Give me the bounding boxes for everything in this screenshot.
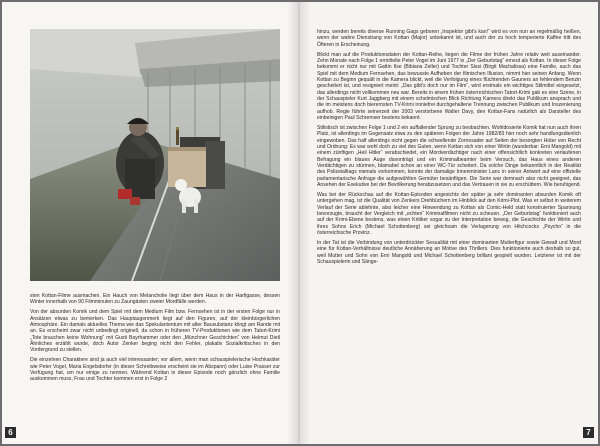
paragraph: Von der absurden Komik und dem Spiel mit dem Medium Film bzw. Fernsehen ist in der ersten Folge nur in Ansätzen etwas zu bemerken. Das Hauptaugenmerk liegt auf den Figuren, auf der kleinbürgerlichen Atmosphäre. Ein damals aktuelles Thema wie das Spekulantentum mit alter Bausubstanz klingt am Rande mit an. Es erscheint zwar nicht unbedingt originell, da schon in früheren TV-Produktionen wie dem Tatort-Krimi „Tote brauchen keine Wohnung“ mit Gusti Bayrhammer oder den „Münchner Geschichten“ von Helmut Dietl Ähnliches erzählt wurde, doch Autor Zenker beging nicht den Fehler, plakativ Sozialkritisches in den Vordergrund zu stellen.: [30, 309, 280, 354]
photo-man-with-poodle: [30, 29, 280, 281]
right-body-text: [317, 29, 581, 269]
page-number-right: 7: [583, 427, 594, 438]
paragraph: Was bei der Rückschau auf die Kottan-Episoden angesichts der später ja sehr dominanten absurden Komik oft untergehen mag, ist die Qualität von Zenkers Drehbüchern im Hinblick auf den Krimi-Plot. Was er selbst in weiterem Verlauf der Serie ablehnte, also leicher eine Hinwendung zu Kottan als Comic-Held statt konstruierter Spannung bevorzugte, braucht der Vergleich mit „echten“ Kriminalfilmen nicht zu scheuen. „Der Geburtstag“ funktioniert auch auf der Krimi-Ebene bestens, was einen Kritiker sogar zu der Interpretation bewog, die Geschichte der Wirtin und ihres Sohns Erich (Michael Schottenberg) sei gleichsam die Verlagerung von Hitchcocks „Psycho“ in die österreichische Provinz.: [317, 192, 581, 237]
paragraph: Die einzelnen Charaktere sind ja auch viel interessanter; vor allem, wenn man schauspielerische Hochkaräter wie Peter Vogel, Maria Engelsdorfer (in dieser Schreibweise erscheint sie im Abspann) oder Luise Prasser zur Verfügung hat, um nur einige zu nennen. Während Kottan in dieser Episode noch gänzlich ohne Familie auskommen muss, Frau und Tochter kommen erst in Folge 2: [30, 357, 280, 383]
paragraph: hinzu, werden bereits diverse Running Gags geboren „Inspektor gibt's kan!“ wird es von nun an regelmäßig heißen, wenn der wahre Dienstrang von Kottan (Major) unbekannt ist, und auch der zu hoch temperierte Kaffee tritt des Öfteren in Erscheinung.: [317, 29, 581, 48]
paragraph: In der Tat ist die Verbindung von unterdrückter Sexualität mit einer dominanten Mutterfigur sowie Gewalt und Mord eine für Kottan-Verhältnisse deutliche Annäherung an Motive des Thrillers. Dies funktionierte auch deshalb so gut, weil Mutter und Sohn von Erni Mangold und Michael Schottenberg brillant gespielt wurden. Letzterer ist mit der Schauspielerin und Sänge-: [317, 240, 581, 266]
book-spread: [2, 2, 598, 444]
page-number-left: 6: [5, 427, 16, 438]
paragraph: Blickt man auf die Produktionsdaten der Kottan-Reihe, liegen die Filme der frühen Jahre relativ weit auseinander. Zehn Monate nach Folge 1 ermittelte Peter Vogel im Juni 1977 in „Der Geburtstag“ erneut als Kottan. In dieser Folge bekommt er nicht nur mit Gattin Ilse (Bibiana Zeller) und Tochter Sissi (Birgit Machalissa) eine Familie, auch das Spiel mit dem Medium Fernsehen, das bewusste Aufheben der filmischen Illusion, nimmt hier seinen Anfang. Wenn Kottan zu Beginn gequält in die Kamera blickt, weil die Verfolgung eines flüchtenden Gauners an fehlendem Benzin gescheitert ist, und resigniert meint: „Das gibt's doch nur im Film“, wird erstmals ein wichtiges Stilmittel eingesetzt, das allerdings nicht vollkommen neu war. Bereits in einem frühen österreichischen Tatort-Krimi gab es eine Szene, in der Schauspieler Kurt Jaggberg mit einem schelmischen Blick Richtung Kamera direkt das Publikum ansprach und die im meistens doch bierernsten TV-Krimi ironiefrei durchgehaltene Trennung zwischen Publikum und Inszenierung aufhob. Regie führte seinerzeit der 2003 verstorbene Walter Davy, den Kottan-Fans natürlich als Darsteller des einbeinigen Paul Schremser bestens bekannt.: [317, 51, 581, 122]
paragraph: Stilistisch ist zwischen Folge 1 und 2 ein auffallender Sprung zu beobachten. Wohldosierte Komik hat nun auch ihren Platz, ist allerdings im Gegensatz etwa zu den späteren Folgen der Jahre 1982/83 hier noch sehr handlungsdienlich eingewoben. Das half allerdings nicht gegen die schwellende Zornesader auf Seiten der besorgten Hüter von Recht und Ordnung: Es war wohl doch zu viel des Guten, wenn Kottan sich von einer Wirtin (wunderbar: Erni Mangold) mit einem zünftigen „Heil Hitler“ verabschiedet, ein Mordverdächtiger nach einer offensichtlich konkreten verlaufenen Befragung ein blaues Auge davonträgt und ein Kriminalbeamter beim Versuch, das Haus eines anderen Verdächtigen zu stürmen, blamabel schon an einer WC-Tür scheitert. Da solche Dinge bekanntlich in der Realität des Polizeialltags niemals vorkommen, konnte der damalige Innenminister Lanc in seiner Antwort auf eine offizielle parlamentarische Anfrage die aufgewühlten Gemüter besänftigen. Die Serie war demnach also nicht geeignet, das Ansehen der Exekutive bei der Bevölkerung herabzusetzen und das Vertrauen in sie zu erschüttern. Wie beruhigend.: [317, 125, 581, 189]
left-body-text: [30, 293, 280, 386]
left-page: [2, 2, 299, 444]
right-page: [299, 2, 598, 444]
paragraph: sten Kottan-Filme ausmachen. Ein Hauch von Melancholie liegt über dem Haus in der Hartlgasse, dessen Winter innerhalb von 90 Filmminuten zu Zaungästen zweier Mordfälle werden.: [30, 293, 280, 306]
